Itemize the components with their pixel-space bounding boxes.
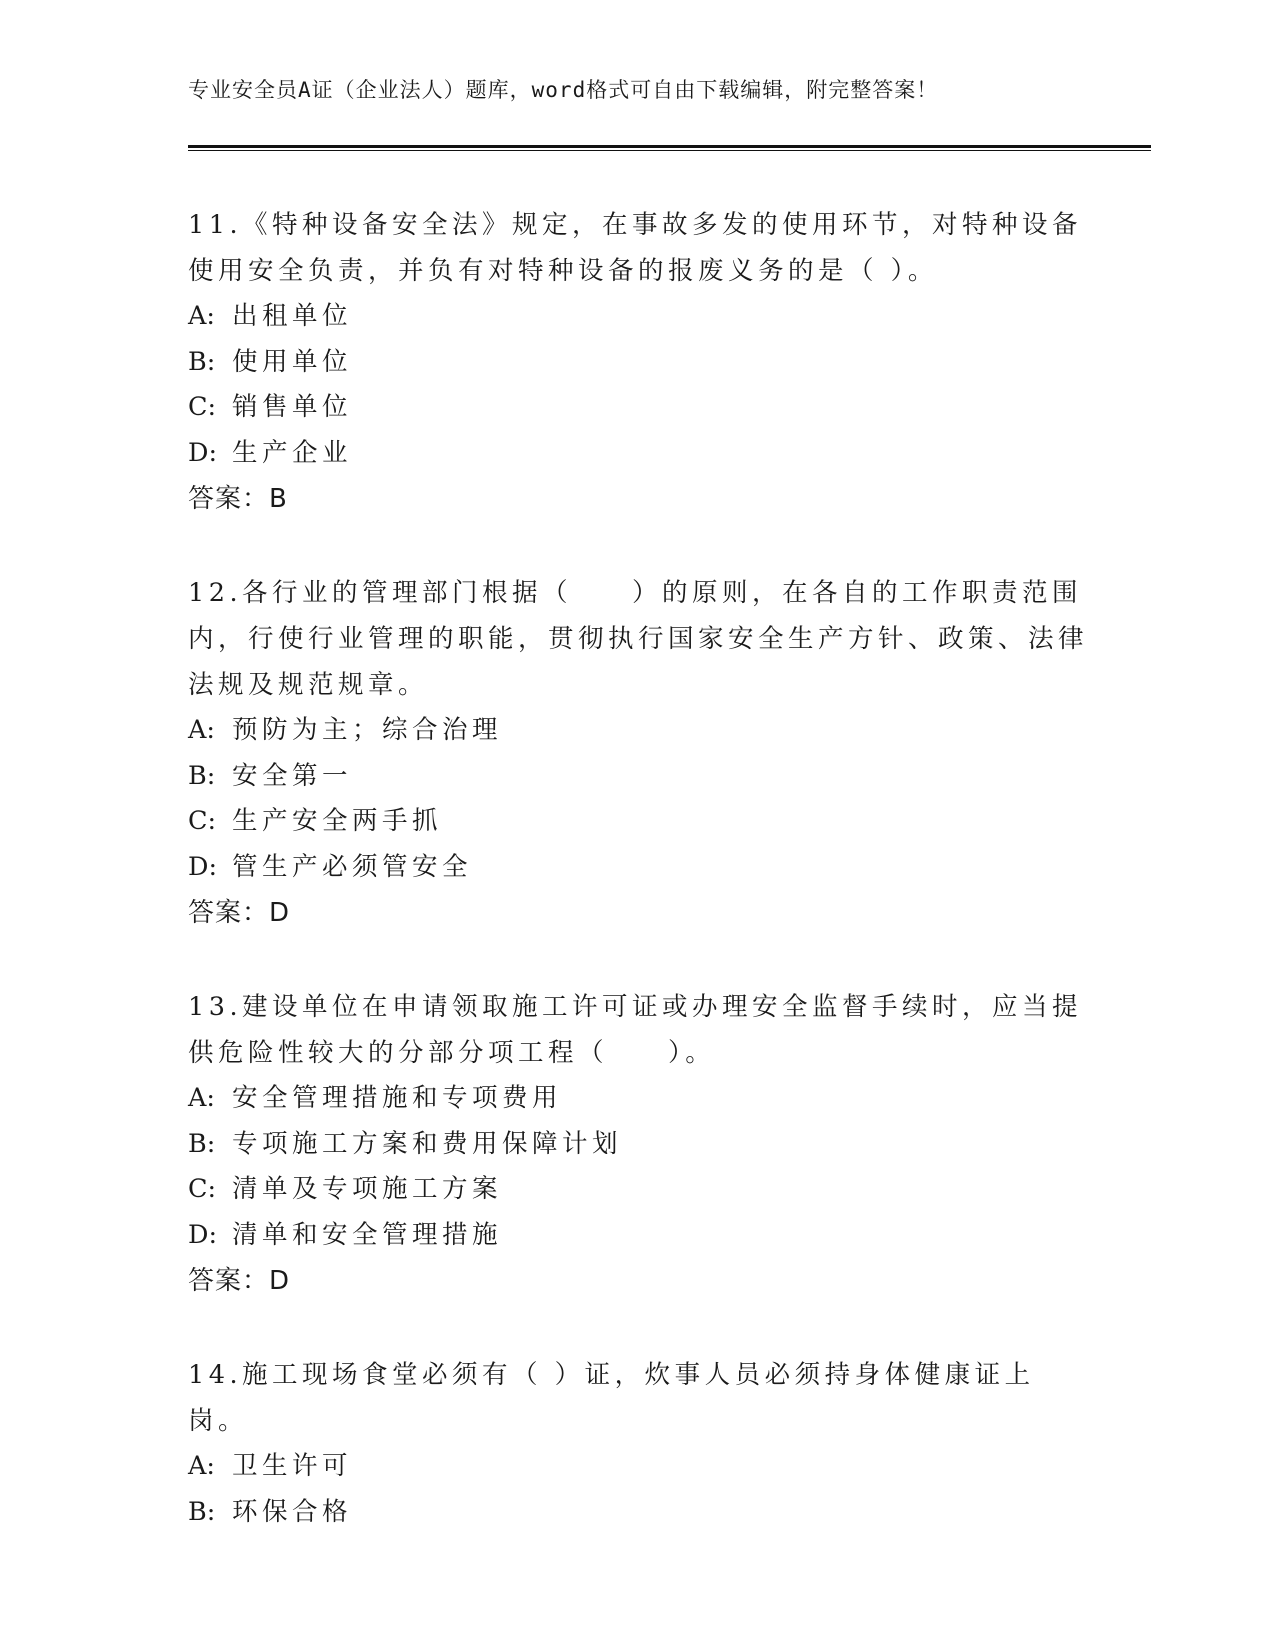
question-13 <box>188 984 1088 1304</box>
option-text: 安全第一 <box>232 760 353 791</box>
option-letter: C: <box>188 806 217 836</box>
option-letter: A: <box>188 715 216 745</box>
answer-line: 答案：B <box>188 484 288 514</box>
question-12 <box>188 570 1088 936</box>
header-rule-thick <box>188 145 1151 148</box>
option-c <box>188 799 1088 845</box>
question-stem: 12.各行业的管理部门根据（ ）的原则，在各自的工作职责范围内，行使行业管理的职能，贯彻执行国家安全生产方针、政策、法律法规及规范规章。 <box>188 578 1089 700</box>
option-letter: D: <box>188 1219 218 1250</box>
option-letter: A: <box>188 301 216 331</box>
option-text: 安全管理措施和专项费用 <box>232 1083 563 1113</box>
option-a <box>188 1076 1088 1122</box>
option-b <box>188 1122 1088 1168</box>
option-text: 清单和安全管理措施 <box>232 1219 503 1250</box>
option-d <box>188 1213 1088 1259</box>
option-text: 生产企业 <box>232 437 353 468</box>
question-stem: 11.《特种设备安全法》规定，在事故多发的使用环节，对特种设备使用安全负责，并负有对特种设备的报废义务的是（ ）。 <box>188 210 1083 286</box>
option-a <box>188 708 1088 754</box>
page-header: 专业安全员A证（企业法人）题库，word格式可自由下载编辑，附完整答案！ <box>188 78 939 102</box>
option-letter: A: <box>188 1451 216 1481</box>
option-text: 销售单位 <box>232 392 353 422</box>
option-text: 专项施工方案和费用保障计划 <box>232 1128 623 1159</box>
question-11 <box>188 202 1088 522</box>
question-14 <box>188 1352 1088 1535</box>
option-letter: A: <box>188 1083 216 1113</box>
option-letter: C: <box>188 392 217 422</box>
option-letter: B: <box>188 760 216 791</box>
option-text: 生产安全两手抓 <box>232 806 443 836</box>
option-letter: D: <box>188 851 218 882</box>
question-stem: 13.建设单位在申请领取施工许可证或办理安全监督手续时，应当提供危险性较大的分部分项工程（ ）。 <box>188 992 1083 1068</box>
option-text: 环保合格 <box>232 1496 353 1527</box>
option-text: 卫生许可 <box>232 1451 353 1481</box>
option-d <box>188 431 1088 477</box>
answer-line: 答案：D <box>188 1266 291 1296</box>
option-b <box>188 754 1088 800</box>
option-text: 清单及专项施工方案 <box>232 1174 503 1204</box>
option-letter: B: <box>188 1496 216 1527</box>
option-text: 管生产必须管安全 <box>232 851 473 882</box>
option-letter: B: <box>188 1128 216 1159</box>
option-a <box>188 1444 1088 1490</box>
option-letter: B: <box>188 346 216 377</box>
option-c <box>188 1167 1088 1213</box>
header-rule-thin <box>188 150 1151 151</box>
option-b <box>188 340 1088 386</box>
option-a <box>188 294 1088 340</box>
option-letter: D: <box>188 437 218 468</box>
option-text: 使用单位 <box>232 346 353 377</box>
option-text: 出租单位 <box>232 301 353 331</box>
option-letter: C: <box>188 1174 217 1204</box>
option-text: 预防为主；综合治理 <box>232 715 503 745</box>
option-d <box>188 845 1088 891</box>
option-b <box>188 1490 1088 1536</box>
option-c <box>188 385 1088 431</box>
question-stem: 14.施工现场食堂必须有（ ）证，炊事人员必须持身体健康证上岗。 <box>188 1360 1035 1436</box>
question-list <box>188 202 1088 1583</box>
answer-line: 答案：D <box>188 898 291 928</box>
